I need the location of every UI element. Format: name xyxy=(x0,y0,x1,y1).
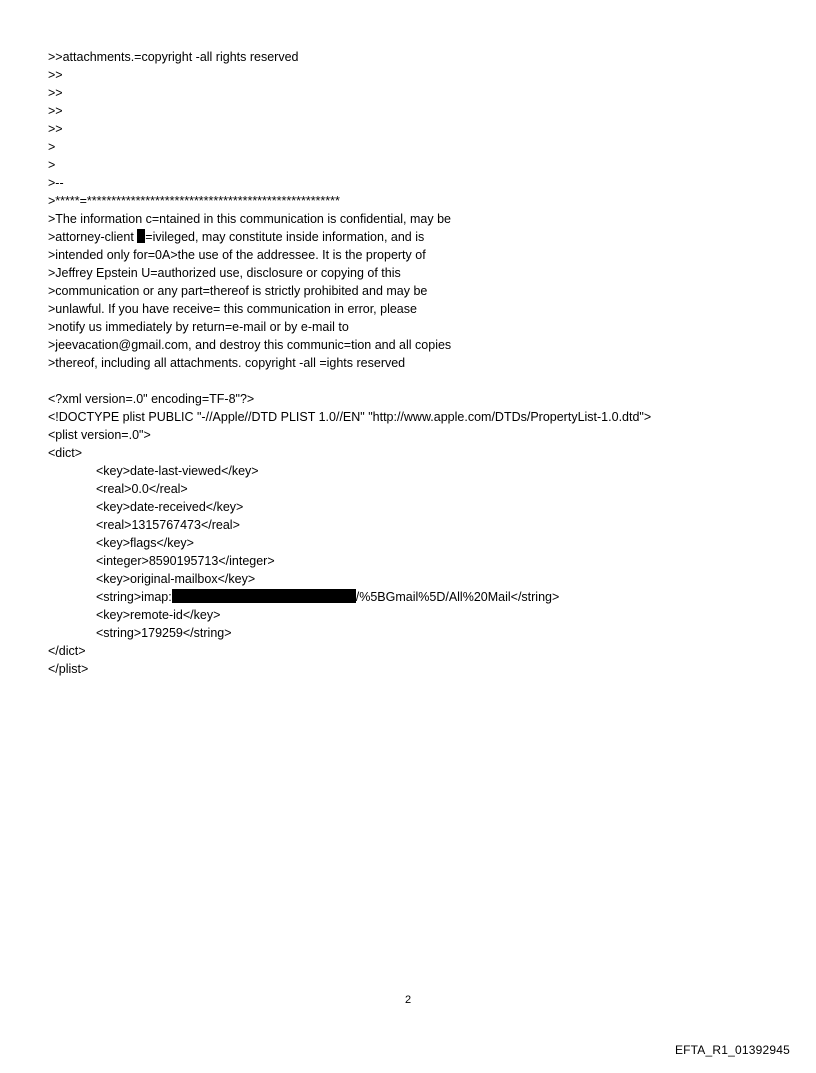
document-id: EFTA_R1_01392945 xyxy=(674,1043,790,1057)
disclaimer-text: >attorney-client xyxy=(48,230,138,244)
imap-suffix: /%5BGmail%5D/All%20Mail</string> xyxy=(355,590,560,604)
text-line: >> xyxy=(48,122,63,136)
plist-close-tag: </plist> xyxy=(48,662,89,676)
disclaimer-line: >communication or any part=thereof is strictly prohibited and may be xyxy=(48,284,428,298)
doctype-line: <!DOCTYPE plist PUBLIC "-//Apple//DTD PLIST 1.0//EN" "http://www.apple.com/DTDs/PropertyList-1.0.dtd"> xyxy=(48,410,652,424)
text-line: > xyxy=(48,140,56,154)
plist-entry: <real>0.0</real> xyxy=(96,482,188,496)
plist-entry: <real>1315767473</real> xyxy=(96,518,240,532)
redaction-box xyxy=(172,589,356,603)
disclaimer-text: =ivileged, may constitute inside information, and is xyxy=(145,230,425,244)
plist-open-tag: <plist version=.0"> xyxy=(48,428,151,442)
plist-entry: <key>date-received</key> xyxy=(96,500,244,514)
document-body xyxy=(48,48,788,678)
dict-open-tag: <dict> xyxy=(48,446,83,460)
page-number: 2 xyxy=(404,994,412,1006)
plist-entry: <key>date-last-viewed</key> xyxy=(96,464,259,478)
disclaimer-line: >thereof, including all attachments. copyright -all =ights reserved xyxy=(48,356,406,370)
disclaimer-line xyxy=(48,228,788,246)
dict-close-tag: </dict> xyxy=(48,644,86,658)
disclaimer-line: >unlawful. If you have receive= this communication in error, please xyxy=(48,302,417,316)
blank-line xyxy=(48,372,788,390)
text-line: >> xyxy=(48,68,63,82)
plist-entry: <key>remote-id</key> xyxy=(96,608,221,622)
plist-entry: <key>flags</key> xyxy=(96,536,194,550)
text-line: > xyxy=(48,158,56,172)
disclaimer-line: >notify us immediately by return=e-mail or by e-mail to xyxy=(48,320,349,334)
text-line: >-- xyxy=(48,176,64,190)
plist-entry: <key>original-mailbox</key> xyxy=(96,572,256,586)
text-line: >> xyxy=(48,104,63,118)
xml-declaration: <?xml version=.0" encoding=TF-8"?> xyxy=(48,392,255,406)
plist-entry: <integer>8590195713</integer> xyxy=(96,554,275,568)
disclaimer-line: >intended only for=0A>the use of the addressee. It is the property of xyxy=(48,248,426,262)
disclaimer-line: >Jeffrey Epstein U=authorized use, disclosure or copying of this xyxy=(48,266,401,280)
plist-entry-imap xyxy=(48,588,788,606)
text-line: >> xyxy=(48,86,63,100)
plist-entry: <string>179259</string> xyxy=(96,626,232,640)
disclaimer-line: >jeevacation@gmail.com, and destroy this communic=tion and all copies xyxy=(48,338,452,352)
text-line: >*****=**************************************************** xyxy=(48,194,340,208)
text-line: >>attachments.=copyright -all rights reserved xyxy=(48,50,299,64)
disclaimer-line: >The information c=ntained in this communication is confidential, may be xyxy=(48,212,451,226)
imap-prefix: <string>imap: xyxy=(96,590,172,604)
